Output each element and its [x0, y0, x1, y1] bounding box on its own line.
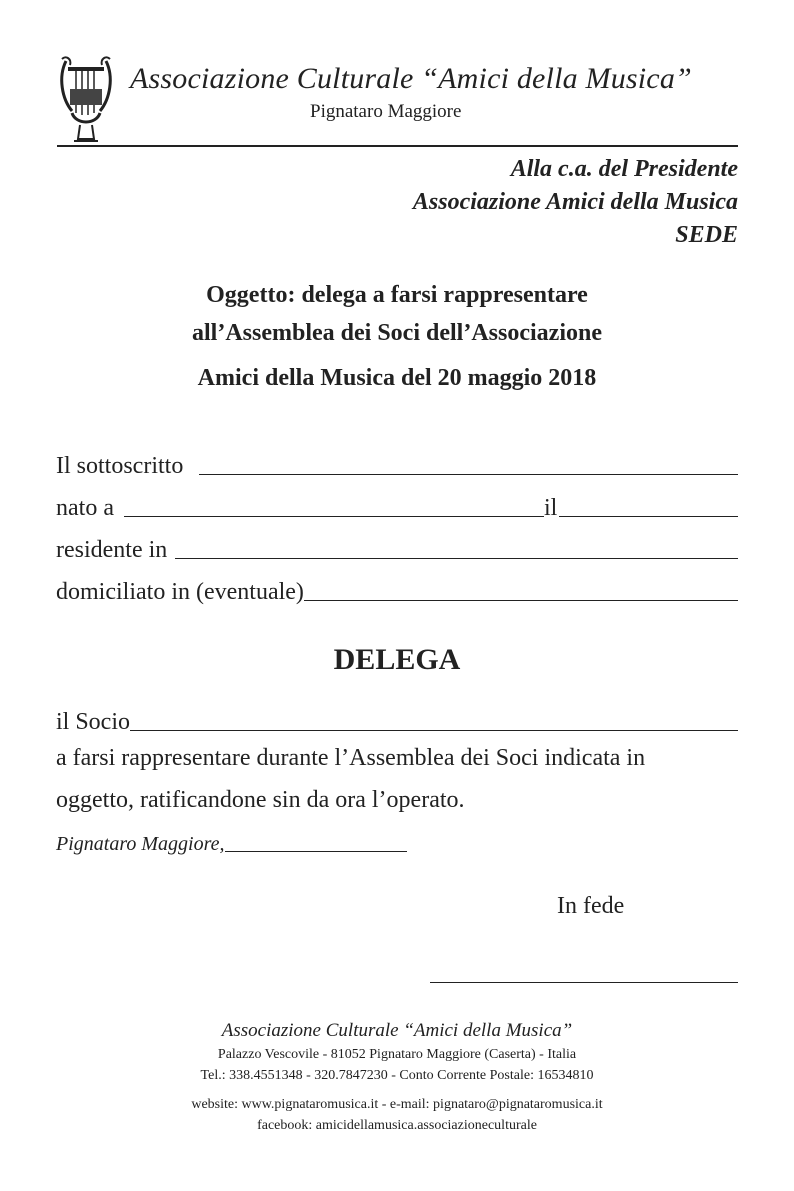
residence-field[interactable]: [175, 557, 738, 559]
footer-address: Palazzo Vescovile - 81052 Pignataro Maggiore (Caserta) - Italia: [217, 1047, 577, 1062]
footer-title: Associazione Culturale “Amici della Musica”: [221, 1020, 573, 1041]
header-divider: [57, 145, 738, 147]
birthplace-field[interactable]: [124, 515, 544, 517]
subject-line-3: Amici della Musica del 20 maggio 2018: [197, 365, 597, 391]
footer-facebook: facebook: amicidellamusica.associazioneculturale: [257, 1118, 537, 1133]
body-line-2: oggetto, ratificandone sin da ora l’operato.: [56, 787, 465, 813]
addressee-line-3: SEDE: [675, 222, 738, 248]
domiciliato-row: [56, 572, 738, 606]
addressee-line-2: Associazione Amici della Musica: [412, 189, 738, 215]
residente-row: [56, 530, 738, 564]
nato-label: nato a: [56, 495, 114, 521]
place-label: Pignataro Maggiore,: [56, 833, 225, 855]
in-fede-label: In fede: [557, 893, 625, 919]
sottoscritto-row: [56, 446, 738, 480]
association-title: Associazione Culturale “Amici della Musica”: [130, 62, 692, 95]
place-date-row: [56, 833, 407, 856]
lyre-logo-icon: [56, 55, 116, 143]
residente-label: residente in: [56, 537, 168, 563]
sottoscritto-label: Il sottoscritto: [56, 453, 184, 479]
nato-row: [56, 488, 738, 522]
delega-heading: DELEGA: [333, 643, 461, 676]
il-label: il: [543, 495, 558, 521]
addressee-line-1: Alla c.a. del Presidente: [510, 156, 738, 182]
socio-row: [56, 702, 738, 736]
domicile-field[interactable]: [304, 599, 738, 601]
sottoscritto-field[interactable]: [199, 473, 738, 475]
footer-phones: Tel.: 338.4551348 - 320.7847230 - Conto Corrente Postale: 16534810: [200, 1068, 594, 1083]
subject-line-1: Oggetto: delega a farsi rappresentare: [206, 282, 588, 308]
domiciliato-label: domiciliato in (eventuale): [56, 579, 304, 605]
birthdate-field[interactable]: [559, 515, 738, 517]
body-line-1: a farsi rappresentare durante l’Assemblea dei Soci indicata in: [56, 745, 646, 771]
socio-field[interactable]: [130, 729, 738, 731]
signature-field[interactable]: [430, 982, 738, 983]
socio-label: il Socio: [56, 709, 131, 735]
association-location: Pignataro Maggiore: [310, 101, 462, 122]
subject-line-2: all’Assemblea dei Soci dell’Associazione: [192, 320, 602, 346]
footer-website: website: www.pignataromusica.it - e-mail: pignataro@pignataromusica.it: [191, 1097, 603, 1112]
date-field[interactable]: [225, 850, 407, 852]
